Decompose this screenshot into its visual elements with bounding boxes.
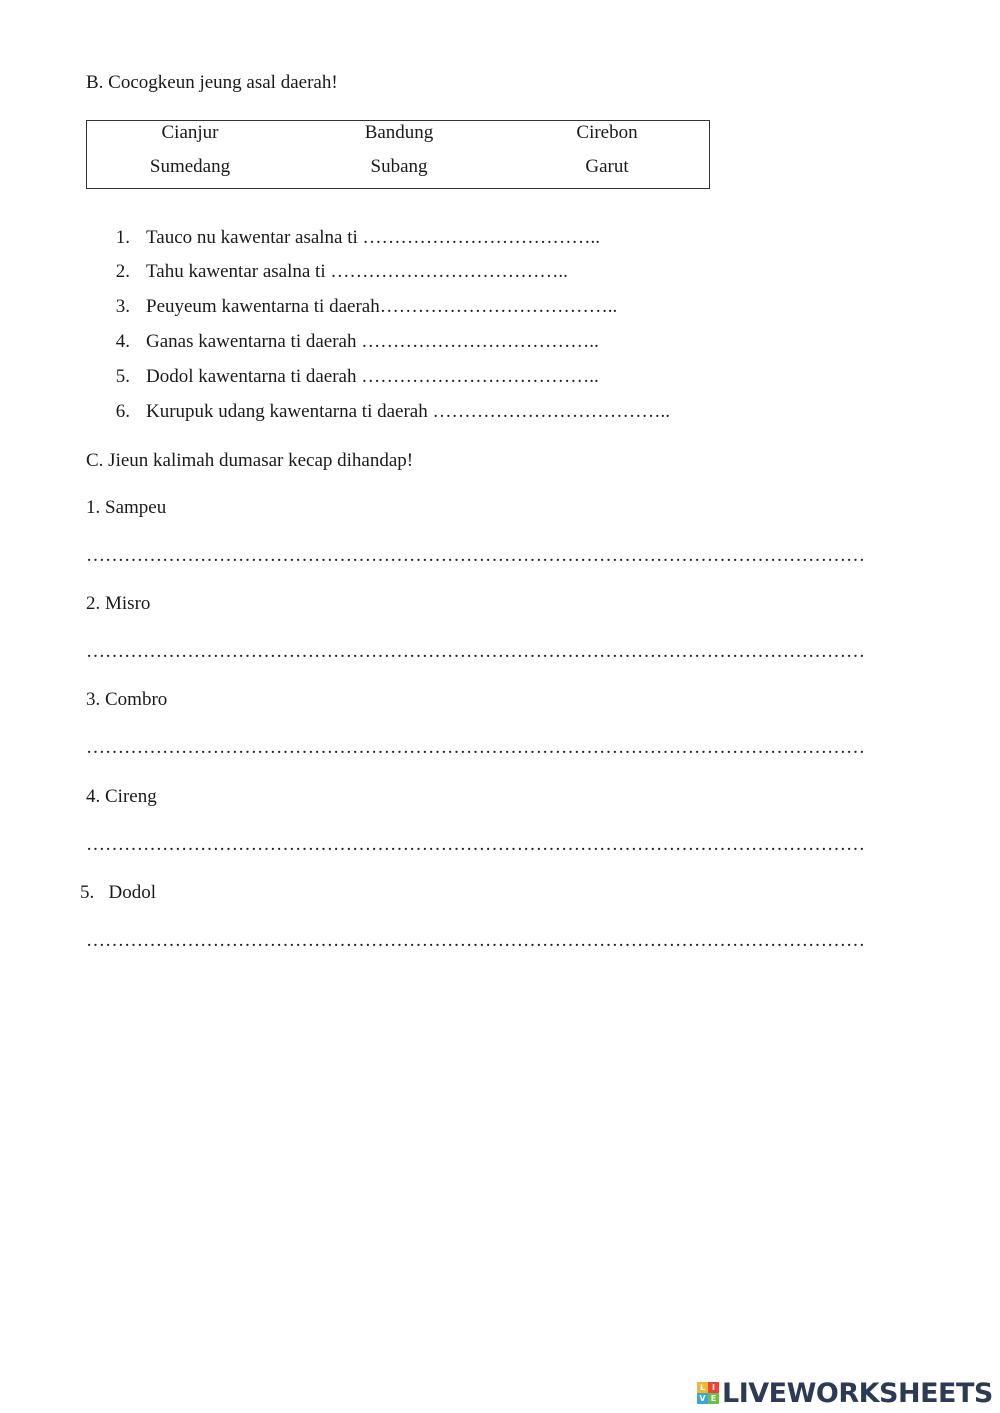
section-c-heading: C. Jieun kalimah dumasar kecap dihandap! (86, 450, 414, 471)
logo-letter-l: L (697, 1382, 708, 1393)
question-number: 6. (115, 401, 130, 422)
answer-line[interactable]: …………………………………………………………………………………………………………… (86, 930, 865, 951)
answer-line[interactable]: …………………………………………………………………………………………………………… (86, 834, 865, 855)
word-choice: Subang (370, 156, 428, 177)
answer-line[interactable]: …………………………………………………………………………………………………………… (86, 545, 865, 566)
question-text[interactable]: Kurupuk udang kawentarna ti daerah ……………………………….. (146, 401, 670, 422)
word-choice: Cianjur (161, 122, 219, 143)
word-prompt: 2. Misro (86, 593, 151, 614)
word-prompt: 5. Dodol (80, 882, 156, 903)
logo-letter-i: I (708, 1382, 719, 1393)
word-choice: Sumedang (149, 156, 231, 177)
question-text[interactable]: Tauco nu kawentar asalna ti ……………………………….. (146, 227, 601, 248)
section-b-heading: B. Cocogkeun jeung asal daerah! (86, 72, 338, 93)
liveworksheets-logo (697, 1376, 993, 1410)
question-text[interactable]: Dodol kawentarna ti daerah ……………………………….. (146, 366, 599, 387)
liveworksheets-mark-icon (697, 1382, 719, 1404)
word-prompt: 3. Combro (86, 689, 168, 710)
question-text[interactable]: Tahu kawentar asalna ti ……………………………….. (146, 261, 568, 282)
word-prompt: 1. Sampeu (86, 497, 167, 518)
word-choices-box (86, 120, 710, 189)
question-text[interactable]: Ganas kawentarna ti daerah ……………………………….. (146, 331, 599, 352)
question-number: 3. (115, 296, 130, 317)
word-choice: Bandung (364, 122, 434, 143)
word-choice: Cirebon (576, 122, 638, 143)
question-number: 2. (115, 261, 130, 282)
answer-line[interactable]: …………………………………………………………………………………………………………… (86, 641, 865, 662)
logo-letter-e: E (708, 1393, 719, 1404)
question-number: 5. (115, 366, 130, 387)
word-choice: Garut (585, 156, 629, 177)
question-number: 4. (115, 331, 130, 352)
word-prompt: 4. Cireng (86, 786, 157, 807)
logo-text: LIVEWORKSHEETS (722, 1377, 993, 1409)
answer-line[interactable]: …………………………………………………………………………………………………………… (86, 737, 865, 758)
question-text[interactable]: Peuyeum kawentarna ti daerah……………………………….. (146, 296, 618, 317)
question-number: 1. (115, 227, 130, 248)
logo-letter-v: V (697, 1393, 708, 1404)
